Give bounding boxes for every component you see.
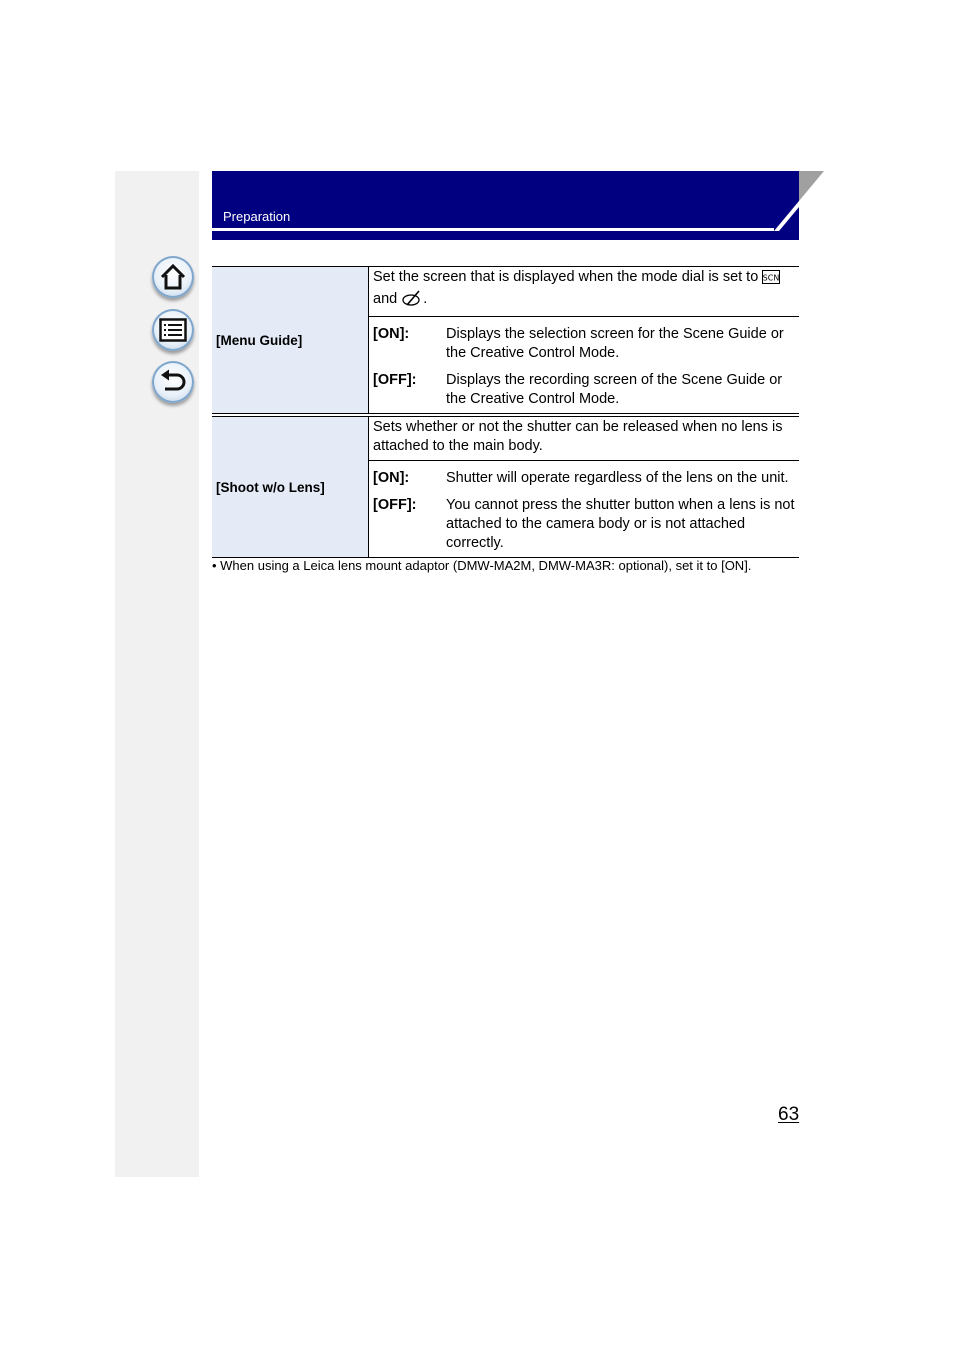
menu-guide-table: [212, 266, 799, 414]
shoot-without-lens-table: [212, 416, 799, 558]
option-value: Displays the selection screen for the Scene Guide or the Creative Control Mode.: [446, 326, 784, 361]
option-value: Displays the recording screen of the Scene Guide or the Creative Control Mode.: [446, 372, 783, 407]
option-value: You cannot press the shutter button when a lens is not attached to the camera body or is not attached correctly.: [446, 497, 795, 551]
section-title: Preparation: [223, 209, 291, 224]
option-row: [373, 325, 795, 363]
back-button[interactable]: [152, 361, 194, 403]
home-icon: [159, 263, 187, 291]
option-key: [ON]:: [373, 470, 410, 486]
scn-mode-icon: [762, 270, 780, 290]
footnote: • When using a Leica lens mount adaptor (DMW-MA2M, DMW-MA3R: optional), set it to [ON].: [212, 558, 752, 573]
setting-description: Sets whether or not the shutter can be released when no lens is attached to the main body.: [369, 417, 800, 461]
setting-description: Set the screen that is displayed when the mode dial is set to SCN and .: [369, 267, 800, 317]
menu-button[interactable]: [152, 309, 194, 351]
home-button[interactable]: [152, 256, 194, 298]
menu-list-icon: [159, 318, 187, 342]
svg-text:SCN: SCN: [762, 273, 780, 283]
back-arrow-icon: [159, 369, 187, 395]
option-key: [OFF]:: [373, 497, 417, 513]
option-value: Shutter will operate regardless of the lens on the unit.: [446, 470, 789, 486]
section-header: [212, 171, 799, 240]
option-key: [ON]:: [373, 326, 410, 342]
setting-name: [Menu Guide]: [212, 267, 369, 414]
setting-name: [Shoot w/o Lens]: [212, 417, 369, 558]
option-row: [373, 496, 795, 553]
option-key: [OFF]:: [373, 372, 417, 388]
creative-control-icon: [401, 290, 423, 312]
options-list: [369, 461, 800, 558]
option-row: [373, 469, 795, 488]
option-row: [373, 371, 795, 409]
page-number: 63: [778, 1104, 800, 1125]
options-list: [369, 317, 800, 414]
